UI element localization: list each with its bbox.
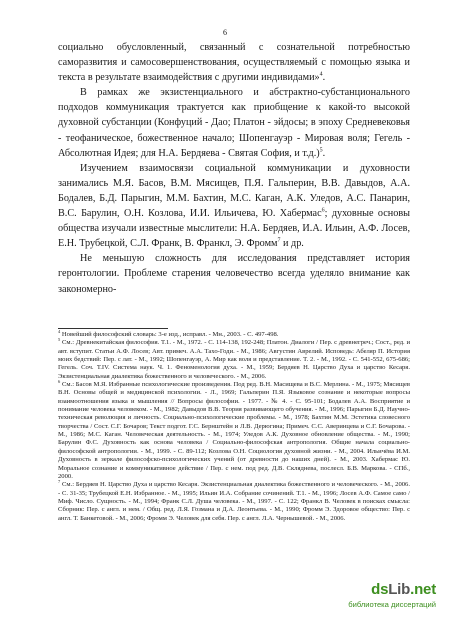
paragraph-3: Изучением взаимосвязи социальной коммуникации и духовности занимались М.Я. Басов, В.М. Мясищев, П.Я. Гальперин, В.В. Давыдов, А.А. Бодалев, Б.Д. Парыгин, М.М. Бахтин, М.С. Каган, А.К. Уледов, А.С. Панарин, В.С. Барулин, О.Н. Козлова, И.И. Ильичева, Ю. Хабермас$^6$; духовные основы общества изучали известные мыслители: Н.А. Бердяев, И.А. Ильин, А.Ф. Лосев, Е.Н. Трубецкой, С.Л. Франк, В. Франкл, Э. Фромм$^7$ и др. [58, 162, 410, 250]
paragraph-4: Не меньшую сложность для исследования представляет история геронтологии. Проблеме старения человечество всегда уделяло внимание как закономерно- [58, 253, 410, 295]
dslib-tagline: библиотека диссертаций [348, 600, 436, 609]
footnote-4: $^4$ Новейший философский словарь: 3-е изд., исправл. - Мн., 2003. - С. 497-498. [58, 328, 279, 338]
dslib-logo: dsLib.net [371, 581, 436, 598]
footnotes [58, 328, 410, 523]
paragraph-1: социально обусловленный, связанный с сознательной потребностью саморазвития и самосовершенствования, осуществляемый с помощью языка и текста в результате взаимодействия с другими индивидами»$^4$. [58, 42, 410, 84]
footnote-6: $^6$ См.: Басов М.Я. Избранные психологические произведения. Под ред. В.Н. Масищева и В.С. Мерлина. - М., 1975; Мясищев В.Н. Основы общей и медицинской психологии. - Л., 1969; Гальперин П.Я. Языковое сознание и некоторые вопросы взаимоотношения языка и мышления // Вопросы философии. - 1977. - № 4. - С. 95-101; Бодалев А.А. Восприятие и понимание человека человеком. - М., 1982; Давыдов В.В. Теория развивающего обучения. - М., 1996; Парыгин Б.Д. Научно-техническая революция и личность. Социально-психологические проблемы. - М., 1978; Бахтин М.М. Эстетика словесного творчества / Сост. С.Г. Бочаров; Текст подгот. Г.С. Бернштейн и Л.В. Дерюгина; Примеч. С.С. Аверинцева и С.Г. Бочарова. - М., 1986; М.С. Каган. Человеческая деятельность. - М., 1974; Уледов А.К. Духовное обновление общества. - М., 1990; Барулин Ф.С. Духовность как основа человека / Социально-философская антропология. Общие начала социально-философской антропологии. - М., 1999. - С. 89-112; Козлова О.Н. Социология духовной жизни. - М., 2004. Ильичёва И.М. Духовность в зеркале философско-психологических учений (от древности до наших дней). - М., 2003. Хабермас Ю. Моральное сознание и коммуникативное действие / Пер. с нем. под ред. Д.В. Скляднева, послесл. Б.В. Маркова. - СПб., 2000. [58, 378, 410, 480]
footnote-separator [58, 328, 168, 329]
footnote-5: $^5$ См.: Древнекитайская философия. Т.1. - М., 1972. - С. 114-138, 192-248; Платон. Диалоги / Пер. с древнегреч.; Сост., ред. и авт. вступит. Статьи А.Ф. Лосев; Авт. примеч. А.А. Тахо-Годи. - М., 1986; Августин Аврелий. Исповедь: Абеляр П. История моих бедствий: Пер. с лат. - М., 1992; Шопенгауэр, А. Мир как воля и представление. Т. 2. - М., 1992. - С. 541-552, 675-686; Гегель. Соч. Т.IV. Система наук. Ч. 1. Феноменология духа. - М., 1959; Бердяев Н. Царство Духа и царство Кесаря. Экзистенциальная диалектика божественного и человеческого. - М., 2006. [58, 337, 410, 380]
dslib-watermark[interactable] [318, 581, 436, 609]
page-number: 6 [223, 28, 227, 37]
footnote-ref-6[interactable]: 6 [321, 207, 325, 214]
footnote-ref-5[interactable]: 5 [319, 147, 323, 154]
footnote-7: $^7$ См.: Бердяев Н. Царство Духа и царство Кесаря. Экзистенциальная диалектика божественного и человеческого. - М., 2006. - С. 31-35; Трубецкой Е.Н. Избранное. - М., 1995; Ильин И.А. Собрание сочинений. Т.1. - М., 1996; Лосев А.Ф. Самое само / Миф. Число. Сущность. - М., 1994; Франк С.Л. Душа человека. - М., 1997. - С. 122; Франкл В. Человек в поисках смысла: Сборник: Пер. с англ. и нем. / Общ. ред. Л.Я. Гозмана и Д.А. Леонтьева. - М., 1990; Фромм Э. Здоровое общество: Пер. с англ. Т. Банкетовой. - М., 2006; Фромм Э. Человек для себя. Пер. с англ. Л.А. Чернышевой. - М., 2006. [58, 479, 410, 522]
paragraph-2: В рамках же экзистенциального и абстрактно-субстанционального подходов коммуникация трактуется как приобщение к какой-то высокой духовной субстанции (Конфуций - Дао; Платон - эйдосы; в эпоху Средневековья - теофаническое, божественное начало; Шопенгауэр - Мировая воля; Гегель - Абсолютная Идея; для Н.А. Бердяева - Святая София, и т.д.)$^5$. [58, 87, 410, 159]
footnote-ref-4[interactable]: 4 [319, 71, 323, 78]
footnote-ref-7[interactable]: 7 [277, 237, 281, 244]
main-text [58, 40, 410, 297]
